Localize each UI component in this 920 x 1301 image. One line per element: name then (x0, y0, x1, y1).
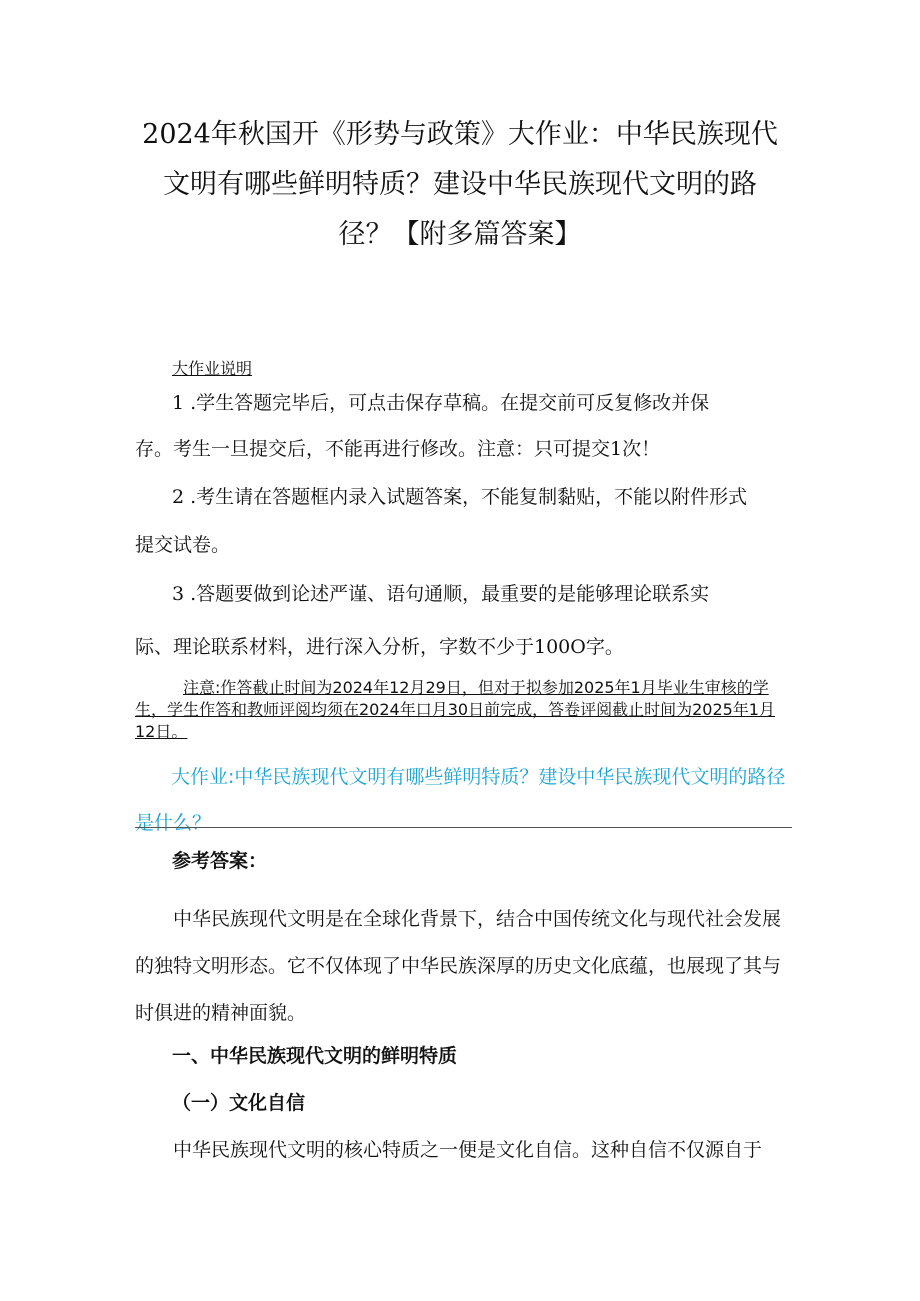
deadline-notice: 注意:作答截止时间为2024年12月29日，但对于拟参加2025年1月毕业生审核的学生，学生作答和教师评阅均须在2024年口月30日前完成，答卷评阅截止时间为2025年1月12日。 (135, 678, 775, 741)
assignment-question: 大作业:中华民族现代文明有哪些鲜明特质？建设中华民族现代文明的路径是什么？ (135, 766, 786, 834)
instruction-2-line-2: 提交试卷。 (135, 534, 231, 556)
instruction-1-line-2: 存。考生一旦提交后，不能再进行修改。注意：只可提交1次！ (135, 438, 661, 460)
section-heading-1: 一、中华民族现代文明的鲜明特质 (172, 1045, 458, 1067)
title-line-1: 2024年秋国开《形势与政策》大作业：中华民族现代 (142, 119, 778, 150)
document-title (120, 110, 800, 260)
divider-line (135, 827, 792, 828)
subsection-heading-1: （一）文化自信 (172, 1092, 306, 1114)
title-line-3: 径？【附多篇答案】 (338, 219, 582, 250)
instruction-2-line-1: 2 .考生请在答题框内录入试题答案，不能复制黏贴，不能以附件形式 (172, 486, 748, 508)
body-paragraph-1: 中华民族现代文明的核心特质之一便是文化自信。这种自信不仅源自于 (173, 1139, 763, 1161)
instructions-heading: 大作业说明 (172, 359, 253, 378)
instruction-3-line-1: 3 .答题要做到论述严谨、语句通顺，最重要的是能够理论联系实 (172, 583, 710, 605)
title-line-2: 文明有哪些鲜明特质？建设中华民族现代文明的路 (163, 169, 757, 200)
answer-heading: 参考答案： (172, 850, 268, 872)
answer-intro: 中华民族现代文明是在全球化背景下，结合中国传统文化与现代社会发展的独特文明形态。它不仅体现了中华民族深厚的历史文化底蕴，也展现了其与时俱进的精神面貌。 (135, 908, 782, 1024)
instruction-1-line-1: 1 .学生答题完毕后，可点击保存草稿。在提交前可反复修改并保 (172, 392, 710, 414)
instruction-3-line-2: 际、理论联系材料，进行深入分析，字数不少于100O字。 (135, 636, 624, 658)
